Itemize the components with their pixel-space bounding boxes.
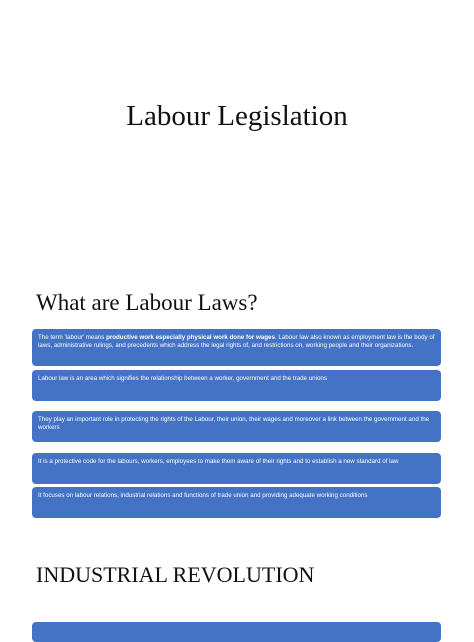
content-box — [32, 622, 441, 642]
definition-bold: productive work especially physical work done for wages — [106, 334, 275, 341]
slide-3-title: INDUSTRIAL REVOLUTION — [36, 562, 315, 587]
slide-1-title: Labour Legislation — [126, 100, 348, 132]
definition-box — [32, 329, 441, 366]
point-box-protecting-rights: They play an important role in protecting the rights of the Labour, their union, their wages and moreover a link between the government and the workers — [32, 411, 441, 442]
point-box-protective-code: It is a protective code for the labours, workers, employees to make them aware of their rights and to establish a new standard of law — [32, 453, 441, 484]
point-box-relationship: Labour law is an area which signifies the relationship between a worker, government and the trade unions — [32, 370, 441, 401]
slide-2 — [0, 270, 474, 540]
definition-prefix: The term 'labour' means — [38, 334, 107, 341]
slide-3 — [0, 548, 474, 632]
definition-suffix: . Labour law also known as employment law is the body of laws, administrative rulings, and precedents which address the legal rights of, and restrictions on, working people and their organizations. — [38, 334, 435, 349]
point-box-labour-relations: It focuses on labour relations, industrial relations and functions of trade union and providing adequate working conditions — [32, 487, 441, 518]
slide-2-title: What are Labour Laws? — [36, 290, 258, 315]
slide-1 — [0, 0, 474, 258]
